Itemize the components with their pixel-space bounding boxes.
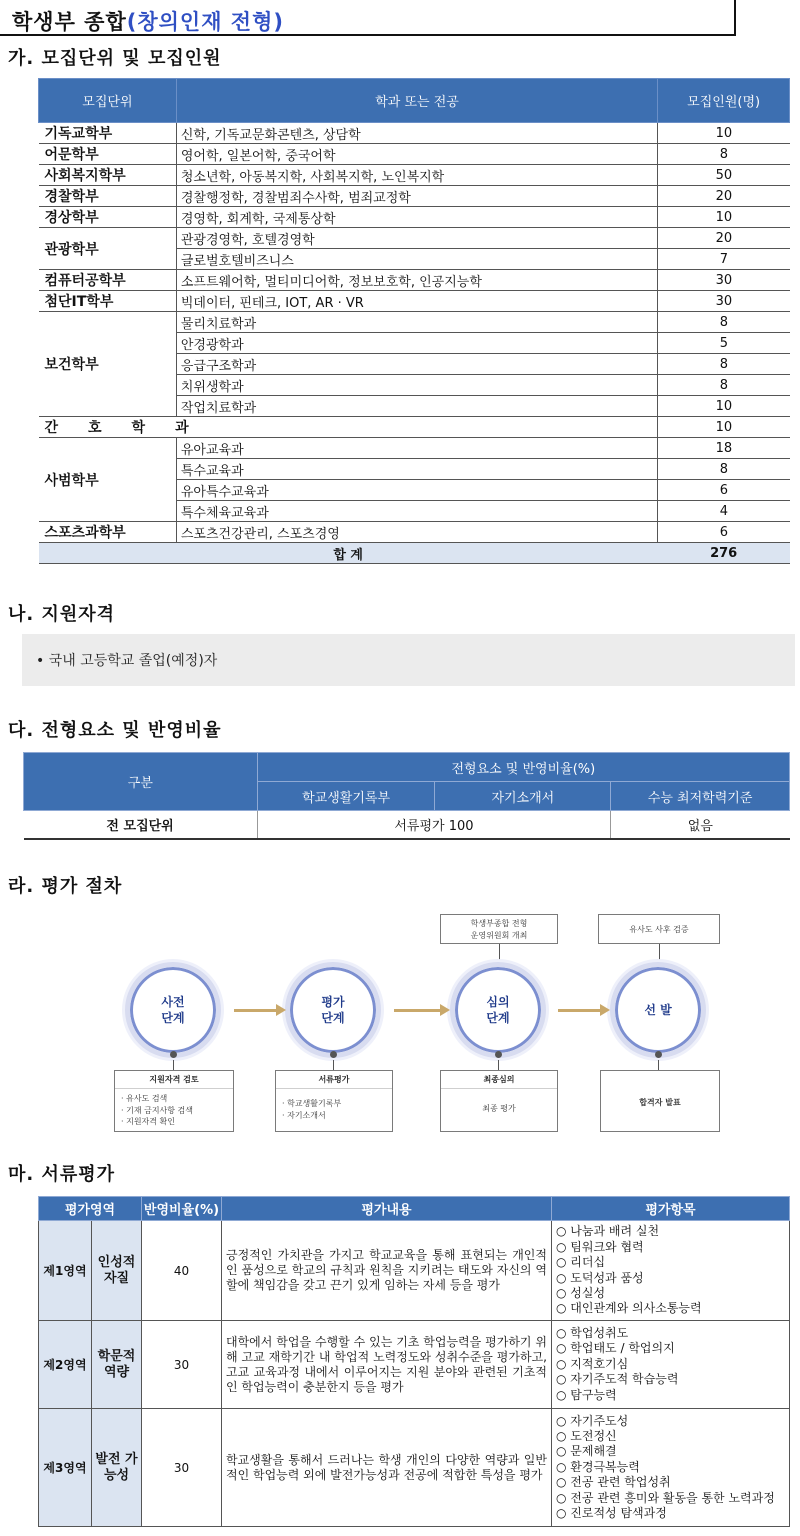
recruit-unit: 경상학부 (39, 207, 177, 228)
connector-line (659, 944, 660, 964)
recruit-unit: 간호학과 (39, 417, 658, 438)
recruit-count: 30 (658, 270, 790, 291)
eval-domain: 발전 가능성 (92, 1409, 142, 1527)
arrow-right-icon (558, 1009, 602, 1012)
recruit-unit: 관광학부 (39, 228, 177, 270)
recruit-row (39, 123, 790, 144)
ratio-row-label: 전 모집단위 (24, 811, 258, 839)
recruit-total-label: 합 계 (39, 543, 658, 564)
recruit-major: 소프트웨어학, 멀티미디어학, 정보보호학, 인공지능학 (176, 270, 657, 291)
recruit-major: 안경광학과 (176, 333, 657, 354)
section-heading-recruit: 가. 모집단위 및 모집인원 (8, 48, 222, 69)
recruit-unit: 경찰학부 (39, 186, 177, 207)
recruit-major: 빅데이터, 핀테크, IOT, AR · VR (176, 291, 657, 312)
step-box-pre-title: 지원자격 검토 (115, 1071, 233, 1089)
recruit-count: 7 (658, 249, 790, 270)
recruit-unit: 스포츠과학부 (39, 522, 177, 543)
ratio-header-span: 전형요소 및 반영비율(%) (257, 753, 789, 782)
ratio-header-group: 구분 (24, 753, 258, 811)
recruit-row (39, 417, 790, 438)
eval-item: ○ 환경극복능력 (556, 1459, 640, 1474)
recruit-count: 30 (658, 291, 790, 312)
eval-item: ○ 성실성 (556, 1285, 606, 1300)
eval-item: ○ 지적호기심 (556, 1356, 629, 1371)
recruit-count: 10 (658, 417, 790, 438)
recruit-count: 8 (658, 375, 790, 396)
connector-line (498, 1060, 499, 1070)
step-box-select (600, 1070, 720, 1132)
eval-item: ○ 자기주도적 학습능력 (556, 1372, 679, 1387)
step-box-pre-line: · 지원자격 확인 (121, 1117, 175, 1127)
recruit-row (39, 270, 790, 291)
recruit-count: 20 (658, 228, 790, 249)
recruit-row (39, 291, 790, 312)
ratio-header-record: 학교생활기록부 (257, 782, 435, 811)
eval-header-area: 평가영역 (39, 1197, 142, 1221)
recruit-header-count: 모집인원(명) (658, 79, 790, 123)
committee-box-text: 학생부종합 전형 운영위원회 개최 (470, 919, 528, 940)
recruit-row (39, 228, 790, 249)
connector-dot (170, 1051, 177, 1058)
step-box-pre-line: · 유사도 검색 (121, 1094, 168, 1103)
recruit-count: 8 (658, 459, 790, 480)
recruit-unit: 사범학부 (39, 438, 177, 522)
recruit-row (39, 522, 790, 543)
eval-item: ○ 자기주도성 (556, 1413, 629, 1428)
step-circle-pre: 사전 단계 (125, 962, 221, 1058)
step-box-review-title: 최종심의 (441, 1071, 557, 1089)
eval-desc: 학교생활을 통해서 드러나는 학생 개인의 다양한 역량과 일반적인 학업능력 외에 발전가능성과 전공에 적합한 특성을 평가 (222, 1409, 552, 1527)
recruit-row (39, 186, 790, 207)
step-box-eval-body (276, 1089, 392, 1125)
recruit-unit: 컴퓨터공학부 (39, 270, 177, 291)
eval-area: 제1영역 (39, 1221, 92, 1321)
step-box-review-line: 최종 평가 (482, 1104, 516, 1113)
recruit-table-body (39, 123, 790, 564)
eligibility-value: 국내 고등학교 졸업(예정)자 (48, 653, 218, 669)
recruit-major: 물리치료학과 (176, 312, 657, 333)
step-circle-eval: 평가 단계 (285, 962, 381, 1058)
eval-items (552, 1409, 790, 1527)
page-title-accent: (창의인재 전형) (126, 10, 284, 34)
eval-area: 제3영역 (39, 1409, 92, 1527)
recruit-unit: 기독교학부 (39, 123, 177, 144)
recruit-row (39, 165, 790, 186)
recruit-count: 50 (658, 165, 790, 186)
step-box-pre (114, 1070, 234, 1132)
eval-item: ○ 진로적성 탐색과정 (556, 1505, 667, 1520)
recruit-total-row (39, 543, 790, 564)
recruit-major: 글로벌호텔비즈니스 (176, 249, 657, 270)
eval-item: ○ 대인관계와 의사소통능력 (556, 1301, 702, 1316)
eval-item: ○ 도덕성과 품성 (556, 1270, 644, 1285)
recruit-count: 8 (658, 354, 790, 375)
recruit-major: 특수교육과 (176, 459, 657, 480)
recruit-major: 특수체육교육과 (176, 501, 657, 522)
eval-item: ○ 전공 관련 학업성취 (556, 1475, 671, 1490)
recruit-row (39, 144, 790, 165)
step-circle-select: 선 발 (610, 962, 706, 1058)
section-heading-doc-eval: 마. 서류평가 (8, 1164, 116, 1185)
eligibility-box (22, 634, 795, 686)
eval-ratio: 30 (142, 1409, 222, 1527)
eval-ratio: 30 (142, 1321, 222, 1409)
connector-dot (330, 1051, 337, 1058)
eval-item: ○ 학업태도 / 학업의지 (556, 1341, 675, 1356)
eval-items (552, 1221, 790, 1321)
step-box-eval-line: · 학교생활기록부 (282, 1099, 342, 1108)
recruit-major: 스포츠건강관리, 스포츠경영 (176, 522, 657, 543)
recruit-major: 경찰행정학, 경찰범죄수사학, 범죄교정학 (176, 186, 657, 207)
recruit-unit: 첨단IT학부 (39, 291, 177, 312)
recruit-major: 경영학, 회계학, 국제통상학 (176, 207, 657, 228)
bullet-icon: • (36, 653, 45, 669)
recruit-count: 5 (658, 333, 790, 354)
ratio-header-essay: 자기소개서 (435, 782, 611, 811)
recruit-row (39, 207, 790, 228)
recruit-major: 유아교육과 (176, 438, 657, 459)
verify-box-text: 유사도 사후 검증 (629, 925, 689, 934)
step-box-eval-title: 서류평가 (276, 1071, 392, 1089)
arrow-right-icon (234, 1009, 278, 1012)
arrow-right-icon (394, 1009, 442, 1012)
recruit-major: 유아특수교육과 (176, 480, 657, 501)
eval-items (552, 1321, 790, 1409)
connector-line (658, 1060, 659, 1070)
section-heading-process: 라. 평가 절차 (8, 876, 123, 897)
recruit-count: 8 (658, 144, 790, 165)
recruit-count: 6 (658, 480, 790, 501)
recruit-major: 영어학, 일본어학, 중국어학 (176, 144, 657, 165)
recruit-count: 10 (658, 123, 790, 144)
recruit-count: 6 (658, 522, 790, 543)
verify-box (598, 914, 720, 944)
eval-area: 제2영역 (39, 1321, 92, 1409)
eval-desc: 긍정적인 가치관을 가지고 학교교육을 통해 표현되는 개인적인 품성으로 학교의 규칙과 원칙을 지키려는 태도와 자신의 역할에 책임감을 갖고 끈기 있게 임하는 자세 등을 평가 (222, 1221, 552, 1321)
eval-item: ○ 리더십 (556, 1255, 606, 1270)
recruit-count: 10 (658, 396, 790, 417)
recruit-total-value: 276 (658, 543, 790, 564)
ratio-header-min: 수능 최저학력기준 (611, 782, 790, 811)
recruit-count: 10 (658, 207, 790, 228)
eval-item: ○ 도전정신 (556, 1429, 617, 1444)
step-box-review (440, 1070, 558, 1132)
step-box-eval-line: · 자기소개서 (282, 1110, 326, 1120)
step-box-pre-body (115, 1089, 233, 1132)
process-diagram (110, 910, 750, 1136)
recruit-count: 4 (658, 501, 790, 522)
recruit-table (38, 78, 790, 564)
step-box-pre-line: · 기재 금지사항 검색 (121, 1105, 193, 1115)
ratio-table (23, 752, 790, 840)
eval-item: ○ 전공 관련 흥미와 활동을 통한 노력과정 (556, 1490, 775, 1505)
recruit-count: 8 (658, 312, 790, 333)
eval-desc: 대학에서 학업을 수행할 수 있는 기초 학업능력을 평가하기 위해 고교 재학기간 내 학업적 노력정도와 성취수준을 평가하고, 고교 교육과정 내에서 이루어지는 지원 분야와 관련된 기초적인 학업능력이 충분한지 등을 평가 (222, 1321, 552, 1409)
connector-dot (495, 1051, 502, 1058)
committee-box (440, 914, 558, 944)
eligibility-text (36, 650, 217, 670)
eval-item: ○ 학업성취도 (556, 1326, 629, 1341)
recruit-major: 청소년학, 아동복지학, 사회복지학, 노인복지학 (176, 165, 657, 186)
eval-item: ○ 문제해결 (556, 1444, 617, 1459)
page-title: 학생부 종합(창의인재 전형) (12, 10, 284, 34)
recruit-header-major: 학과 또는 전공 (176, 79, 657, 123)
eval-header-ratio: 반영비율(%) (142, 1197, 222, 1221)
eval-ratio: 40 (142, 1221, 222, 1321)
eval-item: ○ 나눔과 배려 실천 (556, 1224, 660, 1239)
recruit-unit: 어문학부 (39, 144, 177, 165)
ratio-row-value: 서류평가 100 (257, 811, 611, 839)
recruit-unit: 보건학부 (39, 312, 177, 417)
section-heading-eligibility: 나. 지원자격 (8, 604, 116, 625)
eval-table (38, 1196, 790, 1527)
recruit-major: 신학, 기독교문화콘텐츠, 상담학 (176, 123, 657, 144)
recruit-major: 응급구조학과 (176, 354, 657, 375)
eval-domain: 인성적 자질 (92, 1221, 142, 1321)
recruit-unit: 사회복지학부 (39, 165, 177, 186)
recruit-major: 관광경영학, 호텔경영학 (176, 228, 657, 249)
recruit-row (39, 438, 790, 459)
recruit-count: 20 (658, 186, 790, 207)
eval-item: ○ 탐구능력 (556, 1387, 617, 1402)
step-circle-review: 심의 단계 (450, 962, 546, 1058)
recruit-major: 작업치료학과 (176, 396, 657, 417)
eval-domain: 학문적 역량 (92, 1321, 142, 1409)
recruit-row (39, 312, 790, 333)
eval-header-items: 평가항목 (552, 1197, 790, 1221)
section-heading-ratio: 다. 전형요소 및 반영비율 (8, 720, 222, 741)
recruit-count: 18 (658, 438, 790, 459)
recruit-major: 치위생학과 (176, 375, 657, 396)
step-box-select-line: 합격자 발표 (639, 1098, 681, 1107)
connector-line (333, 1060, 334, 1070)
ratio-row-min: 없음 (611, 811, 790, 839)
connector-dot (655, 1051, 662, 1058)
recruit-header-unit: 모집단위 (39, 79, 177, 123)
connector-line (173, 1060, 174, 1070)
step-box-eval (275, 1070, 393, 1132)
eval-item: ○ 팀워크와 협력 (556, 1239, 644, 1254)
connector-line (499, 944, 500, 964)
eval-header-content: 평가내용 (222, 1197, 552, 1221)
